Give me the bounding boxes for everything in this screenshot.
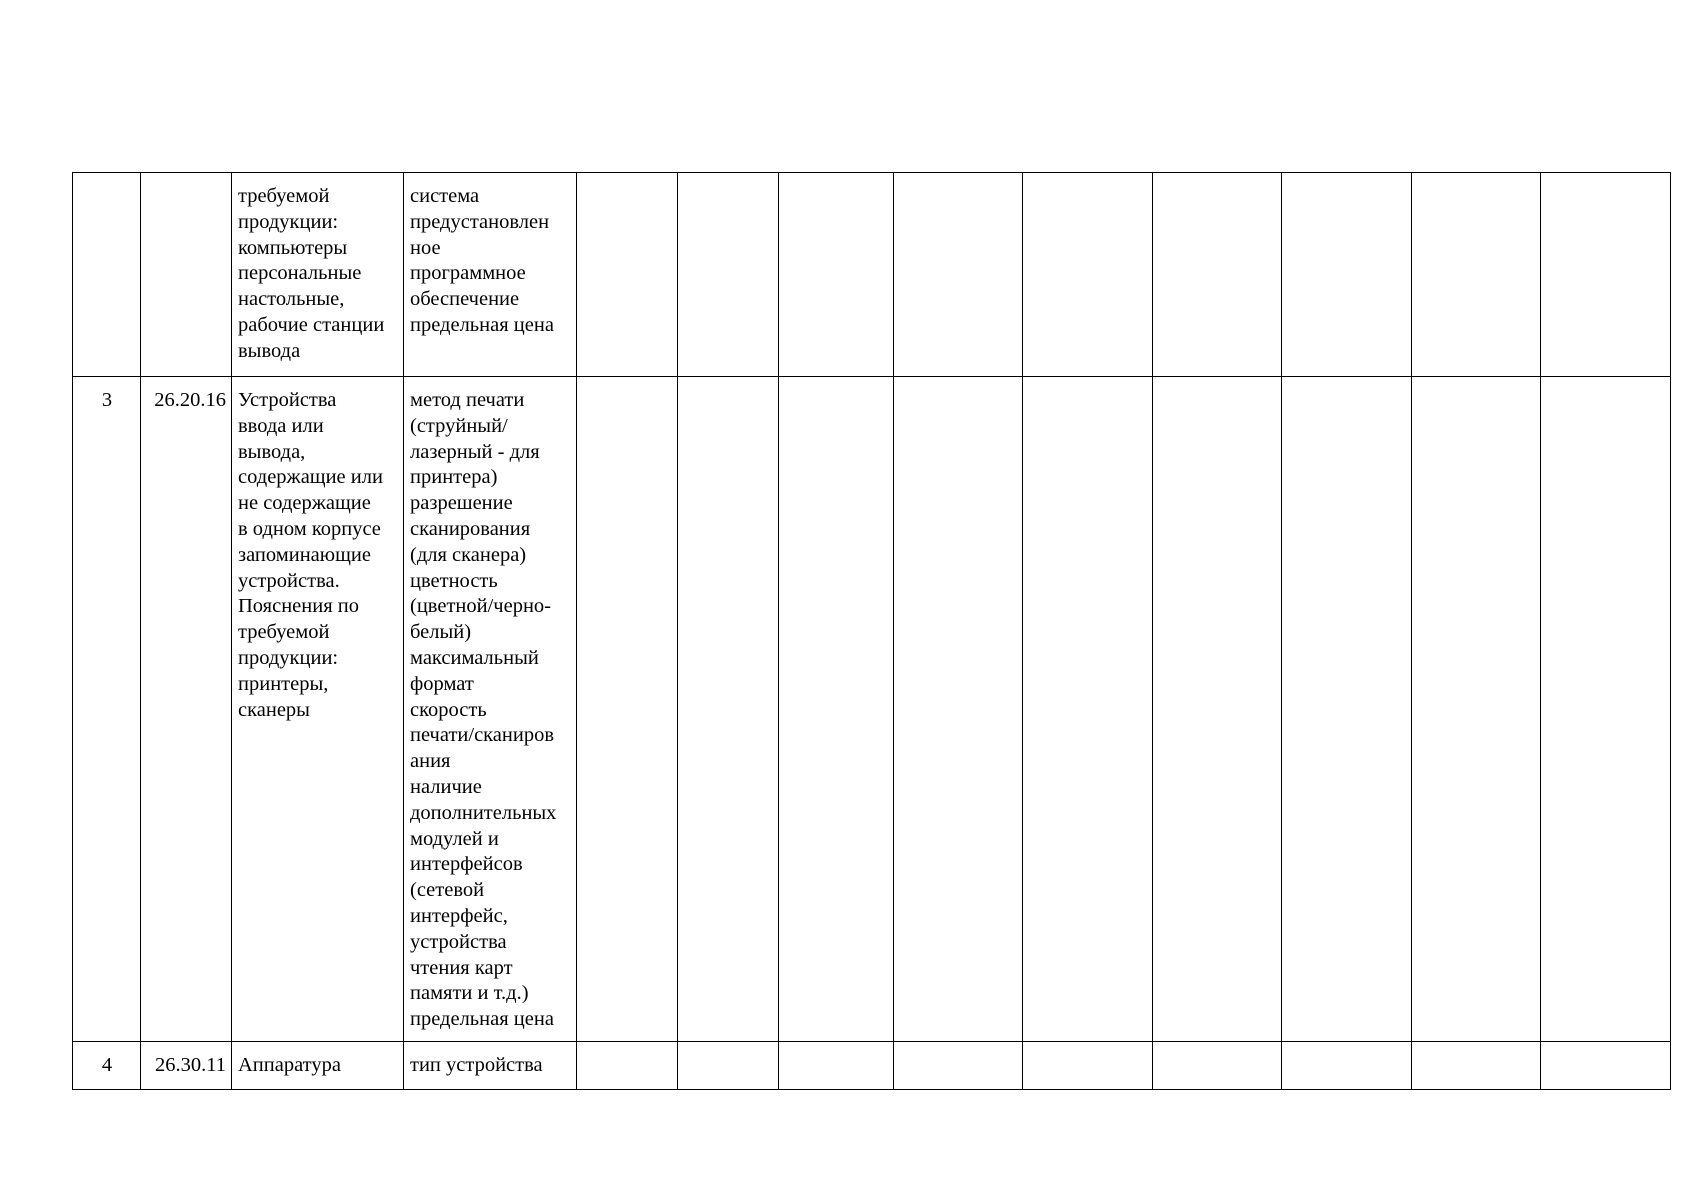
row-number-cell (73, 173, 141, 377)
okpd-code-cell: 26.20.16 (141, 377, 232, 1042)
empty-cell (1282, 173, 1412, 377)
characteristic-line: памяти и т.д.) (410, 982, 529, 1005)
empty-cell (577, 1041, 678, 1089)
product-name-line: содержащие или (238, 466, 383, 489)
empty-cell (894, 1041, 1023, 1089)
okpd-code-cell: 26.30.11 (141, 1041, 232, 1089)
characteristic-line: (струйный/ (410, 414, 508, 437)
product-name-cell (232, 1041, 404, 1089)
characteristic-line: устройства (410, 930, 507, 953)
table-row (73, 173, 1671, 377)
characteristic-line: система (410, 185, 480, 207)
characteristic-line: ное (410, 236, 441, 259)
empty-cell (678, 1041, 779, 1089)
product-name-line: продукции: (238, 646, 339, 669)
okpd-code-cell (141, 173, 232, 377)
empty-cell (1541, 377, 1671, 1042)
empty-cell (1282, 377, 1412, 1042)
empty-cell (1023, 1041, 1153, 1089)
characteristic-line: предельная цена (410, 1008, 554, 1031)
characteristic-line: принтера) (410, 466, 498, 489)
empty-cell (678, 173, 779, 377)
row-number-cell: 4 (73, 1041, 141, 1089)
characteristic-line: предустановлен (410, 210, 550, 233)
characteristic-line: формат (410, 672, 474, 695)
characteristic-line: тип устройства (410, 1053, 543, 1076)
characteristic-line: печати/сканиров (410, 724, 555, 747)
empty-cell (1023, 173, 1153, 377)
empty-cell (1541, 1041, 1671, 1089)
characteristics-cell (404, 173, 577, 377)
empty-cell (1412, 173, 1541, 377)
product-name-line: запоминающие (238, 543, 371, 566)
empty-cell (1282, 1041, 1412, 1089)
characteristic-line: (сетевой (410, 879, 485, 902)
characteristic-line: ания (410, 750, 451, 773)
characteristic-line: программное (410, 262, 526, 285)
row-number-cell: 3 (73, 377, 141, 1042)
product-name-line: устройства. (238, 569, 340, 592)
product-name-line: не содержащие (238, 492, 371, 515)
characteristic-line: чтения карт (410, 956, 513, 979)
characteristic-line: скорость (410, 698, 487, 721)
empty-cell (1412, 1041, 1541, 1089)
characteristics-cell (404, 1041, 577, 1089)
characteristic-line: дополнительных (410, 801, 557, 824)
product-name-cell (232, 173, 404, 377)
empty-cell (779, 1041, 894, 1089)
empty-cell (577, 173, 678, 377)
empty-cell (1153, 173, 1282, 377)
product-name-line: компьютеры (238, 236, 348, 259)
characteristic-line: белый) (410, 621, 472, 644)
empty-cell (678, 377, 779, 1042)
empty-cell (1023, 377, 1153, 1042)
product-name-line: Аппаратура (238, 1053, 341, 1076)
table-row (73, 377, 1671, 1042)
empty-cell (1153, 377, 1282, 1042)
product-name-cell (232, 377, 404, 1042)
characteristic-line: обеспечение (410, 288, 520, 311)
requirements-table (72, 172, 1671, 1090)
table-row (73, 1041, 1671, 1089)
empty-cell (894, 377, 1023, 1042)
product-name-line: вывода (238, 339, 301, 362)
characteristic-line: максимальный (410, 646, 539, 669)
empty-cell (779, 377, 894, 1042)
characteristic-line: сканирования (410, 517, 531, 540)
product-name-line: сканеры (238, 698, 310, 721)
product-name-line: принтеры, (238, 672, 329, 695)
characteristic-line: цветность (410, 569, 498, 592)
characteristic-line: разрешение (410, 492, 513, 515)
product-name-line: вывода, (238, 440, 306, 463)
characteristic-line: модулей и (410, 827, 499, 850)
product-name-line: персональные (238, 262, 362, 285)
product-name-line: Пояснения по (238, 595, 359, 618)
characteristic-line: наличие (410, 775, 482, 798)
product-name-line: Устройства (238, 389, 337, 411)
empty-cell (1541, 173, 1671, 377)
product-name-line: рабочие станции (238, 313, 385, 336)
empty-cell (1412, 377, 1541, 1042)
empty-cell (894, 173, 1023, 377)
product-name-line: в одном корпусе (238, 517, 381, 540)
characteristic-line: метод печати (410, 389, 525, 411)
product-name-line: требуемой (238, 621, 330, 644)
product-name-line: требуемой (238, 185, 330, 207)
product-name-line: настольные, (238, 288, 345, 311)
product-name-line: продукции: (238, 210, 339, 233)
characteristic-line: (цветной/черно- (410, 595, 552, 618)
product-name-line: ввода или (238, 414, 324, 437)
table-body (73, 173, 1671, 1090)
empty-cell (779, 173, 894, 377)
characteristic-line: предельная цена (410, 313, 554, 336)
characteristics-cell (404, 377, 577, 1042)
characteristic-line: интерфейс, (410, 904, 508, 927)
characteristic-line: (для сканера) (410, 543, 527, 566)
characteristic-line: интерфейсов (410, 853, 523, 876)
empty-cell (1153, 1041, 1282, 1089)
characteristic-line: лазерный - для (410, 440, 540, 463)
empty-cell (577, 377, 678, 1042)
